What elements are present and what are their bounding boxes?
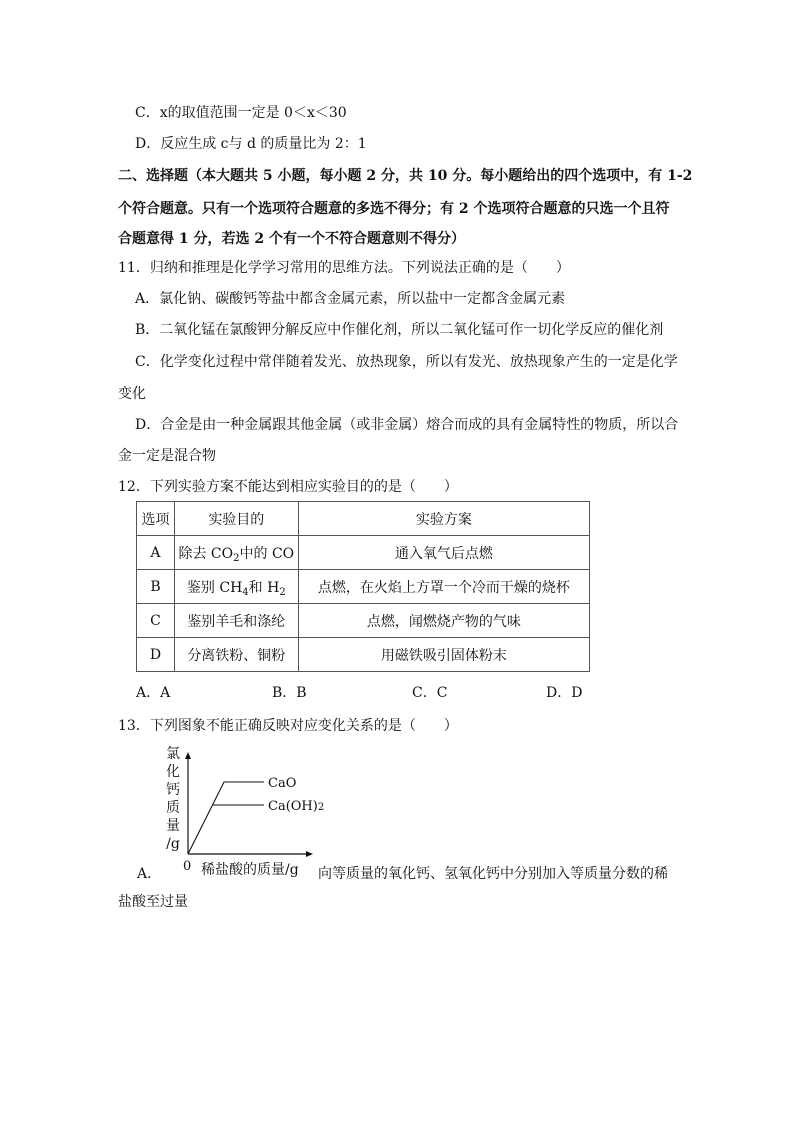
question-13-option-a-label: A． (137, 866, 162, 882)
table-cell-plan: 用磁铁吸引固体粉末 (298, 638, 589, 672)
table-cell-option: A (137, 536, 175, 570)
table-header-plan: 实验方案 (298, 502, 589, 536)
chart-x-label: 稀盐酸的质量/g (201, 862, 299, 878)
table-row (137, 604, 590, 638)
option-c-line: C．x的取值范围一定是 0＜x＜30 (135, 105, 347, 121)
question-12: 12．下列实验方案不能达到相应实验目的的是（ ） (118, 479, 458, 495)
answer-choice-c: C．C (412, 685, 448, 701)
table-header-option: 选项 (137, 502, 175, 536)
goal-text: 除去 CO (178, 545, 234, 562)
table-cell-goal (174, 536, 298, 570)
answer-choice-a: A．A (136, 685, 171, 701)
x-axis-arrow (306, 851, 313, 857)
y-label-char: /g (166, 836, 180, 852)
table-cell-option: C (137, 604, 175, 638)
question-13-option-a-desc-2: 盐酸至过量 (118, 894, 188, 910)
table-row (137, 638, 590, 672)
section-heading-line-1: 二、选择题（本大题共 5 小题，每小题 2 分，共 10 分。每小题给出的四个选项中，有 1-2 (118, 168, 693, 184)
subscript: 4 (242, 586, 249, 598)
table-cell-plan: 通入氧气后点燃 (298, 536, 589, 570)
question-11-option-b: B．二氧化锰在氯酸钾分解反应中作催化剂，所以二氧化锰可作一切化学反应的催化剂 (135, 322, 664, 338)
experiment-table (136, 501, 590, 672)
answer-choice-d: D．D (546, 685, 583, 701)
y-label-char: 氯 (166, 746, 180, 762)
table-row (137, 536, 590, 570)
answer-choice-b: B．B (272, 685, 307, 701)
table-cell-plan: 点燃，在火焰上方罩一个冷而干燥的烧杯 (298, 570, 589, 604)
series-label-caoh2: Ca(OH)2 (268, 799, 325, 814)
section-heading-line-3: 合题意得 1 分，若选 2 个有一个不符合题意则不得分） (118, 231, 465, 247)
subscript: 2 (279, 586, 286, 598)
table-header-goal: 实验目的 (174, 502, 298, 536)
section-heading-line-2: 个符合题意。只有一个选项符合题意的多选不得分；有 2 个选项符合题意的只选一个且符 (118, 201, 670, 217)
question-11-option-d-line-2: 金一定是混合物 (118, 448, 216, 464)
question-13-option-a-desc-1: 向等质量的氧化钙、氢氧化钙中分别加入等质量分数的稀 (318, 866, 668, 882)
y-label-char: 量 (166, 818, 180, 834)
series-label-cao: CaO (268, 776, 297, 791)
y-label-char: 钙 (166, 782, 180, 798)
table-cell-option: D (137, 638, 175, 672)
question-11-option-c-line-1: C．化学变化过程中常伴随着发光、放热现象，所以有发光、放热现象产生的一定是化学 (135, 354, 678, 370)
question-11-option-a: A．氯化钠、碳酸钙等盐中都含金属元素，所以盐中一定都含金属元素 (135, 291, 566, 307)
question-11: 11．归纳和推理是化学学习常用的思维方法。下列说法正确的是（ ） (118, 260, 570, 276)
table-cell-plan: 点燃，闻燃烧产物的气味 (298, 604, 589, 638)
y-label-char: 化 (166, 764, 180, 780)
series-line-cao (188, 782, 264, 854)
question-11-option-d-line-1: D．合金是由一种金属跟其他金属（或非金属）熔合而成的具有金属特性的物质，所以合 (135, 417, 679, 433)
option-d-line: D．反应生成 c与 d 的质量比为 2：1 (135, 136, 367, 152)
goal-text: 和 H (248, 579, 280, 596)
table-header-row (137, 502, 590, 536)
y-label-char: 质 (166, 800, 180, 816)
question-13: 13．下列图象不能正确反映对应变化关系的是（ ） (118, 718, 458, 734)
table-row (137, 570, 590, 604)
table-cell-goal: 鉴别羊毛和涤纶 (174, 604, 298, 638)
question-11-option-c-line-2: 变化 (118, 386, 146, 402)
table-cell-goal: 分离铁粉、铜粉 (174, 638, 298, 672)
subscript: 2 (233, 552, 240, 564)
goal-text: 鉴别 CH (186, 579, 243, 596)
table-cell-goal (174, 570, 298, 604)
y-axis-arrow (185, 752, 191, 759)
goal-text: 中的 CO (239, 545, 295, 562)
chart-origin: 0 (183, 859, 192, 874)
table-cell-option: B (137, 570, 175, 604)
